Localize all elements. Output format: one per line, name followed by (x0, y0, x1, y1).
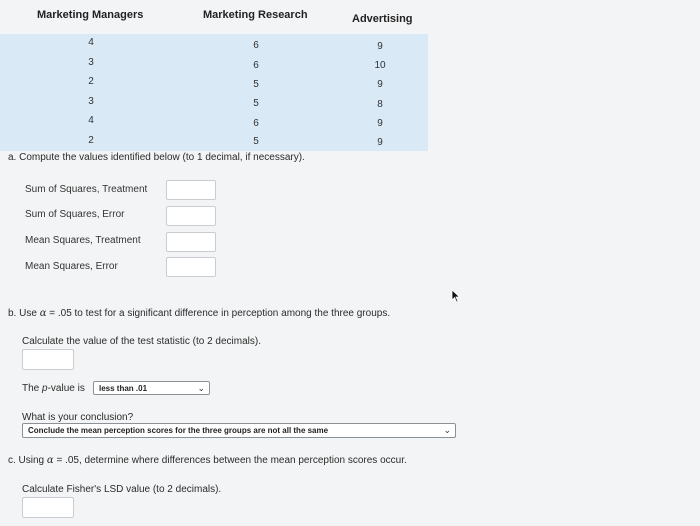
test-statistic-label: Calculate the value of the test statistic (to 2 decimals). (22, 336, 261, 347)
chevron-down-icon: ⌄ (197, 383, 205, 393)
table-cell: 6 (253, 118, 259, 129)
table-cell: 5 (253, 136, 259, 147)
column-header-advertising: Advertising (352, 13, 413, 25)
ms-treatment-input[interactable] (166, 232, 216, 252)
table-cell: 3 (88, 57, 94, 68)
p-value-suffix: -value is (47, 383, 85, 394)
table-cell: 6 (253, 60, 259, 71)
ss-error-label: Sum of Squares, Error (25, 209, 125, 220)
ss-error-input[interactable] (166, 206, 216, 226)
part-b-prefix: b. Use (8, 308, 37, 319)
table-cell: 6 (253, 40, 259, 51)
table-cell: 4 (88, 37, 94, 48)
table-cell: 10 (374, 60, 386, 71)
alpha-symbol: α (39, 308, 47, 319)
table-cell: 5 (253, 98, 259, 109)
part-c-suffix: = .05, determine where differences between the mean perception scores occur. (56, 455, 407, 466)
ms-error-input[interactable] (166, 257, 216, 277)
table-cell: 9 (377, 118, 383, 129)
lsd-input[interactable] (22, 497, 74, 518)
table-cell: 9 (377, 137, 383, 148)
conclusion-select[interactable] (22, 423, 456, 438)
p-value-p: p (42, 383, 48, 394)
part-b-prompt (8, 308, 390, 319)
table-header-row (0, 0, 428, 34)
ss-treatment-input[interactable] (166, 180, 216, 200)
part-a-prompt: a. Compute the values identified below (to 1 decimal, if necessary). (8, 152, 305, 163)
table-cell: 8 (377, 99, 383, 110)
conclusion-selected: Conclude the mean perception scores for the three groups are not all the same (28, 426, 329, 435)
ms-treatment-label: Mean Squares, Treatment (25, 235, 141, 246)
chevron-down-icon: ⌄ (443, 425, 451, 435)
table-cell: 2 (88, 135, 94, 146)
table-cell: 9 (377, 41, 383, 52)
column-header-marketing-managers: Marketing Managers (37, 9, 144, 21)
table-cell: 4 (88, 115, 94, 126)
p-value-selected: less than .01 (99, 384, 148, 393)
alpha-symbol: α (46, 455, 54, 466)
p-value-prefix: The (22, 383, 40, 394)
table-cell: 5 (253, 79, 259, 90)
table-cell: 9 (377, 79, 383, 90)
ss-treatment-label: Sum of Squares, Treatment (25, 184, 148, 195)
part-c-prompt (8, 455, 407, 466)
ms-error-label: Mean Squares, Error (25, 261, 118, 272)
test-statistic-input[interactable] (22, 349, 74, 370)
lsd-label: Calculate Fisher's LSD value (to 2 decimals). (22, 484, 222, 495)
table-cell: 3 (88, 96, 94, 107)
mouse-pointer-icon (451, 289, 461, 303)
p-value-select[interactable] (93, 381, 210, 395)
conclusion-question: What is your conclusion? (22, 412, 134, 423)
table-cell: 2 (88, 76, 94, 87)
part-c-prefix: c. Using (8, 455, 45, 466)
p-value-label (22, 383, 85, 394)
column-header-marketing-research: Marketing Research (203, 9, 308, 21)
part-b-suffix: = .05 to test for a significant difference in perception among the three groups. (49, 308, 391, 319)
